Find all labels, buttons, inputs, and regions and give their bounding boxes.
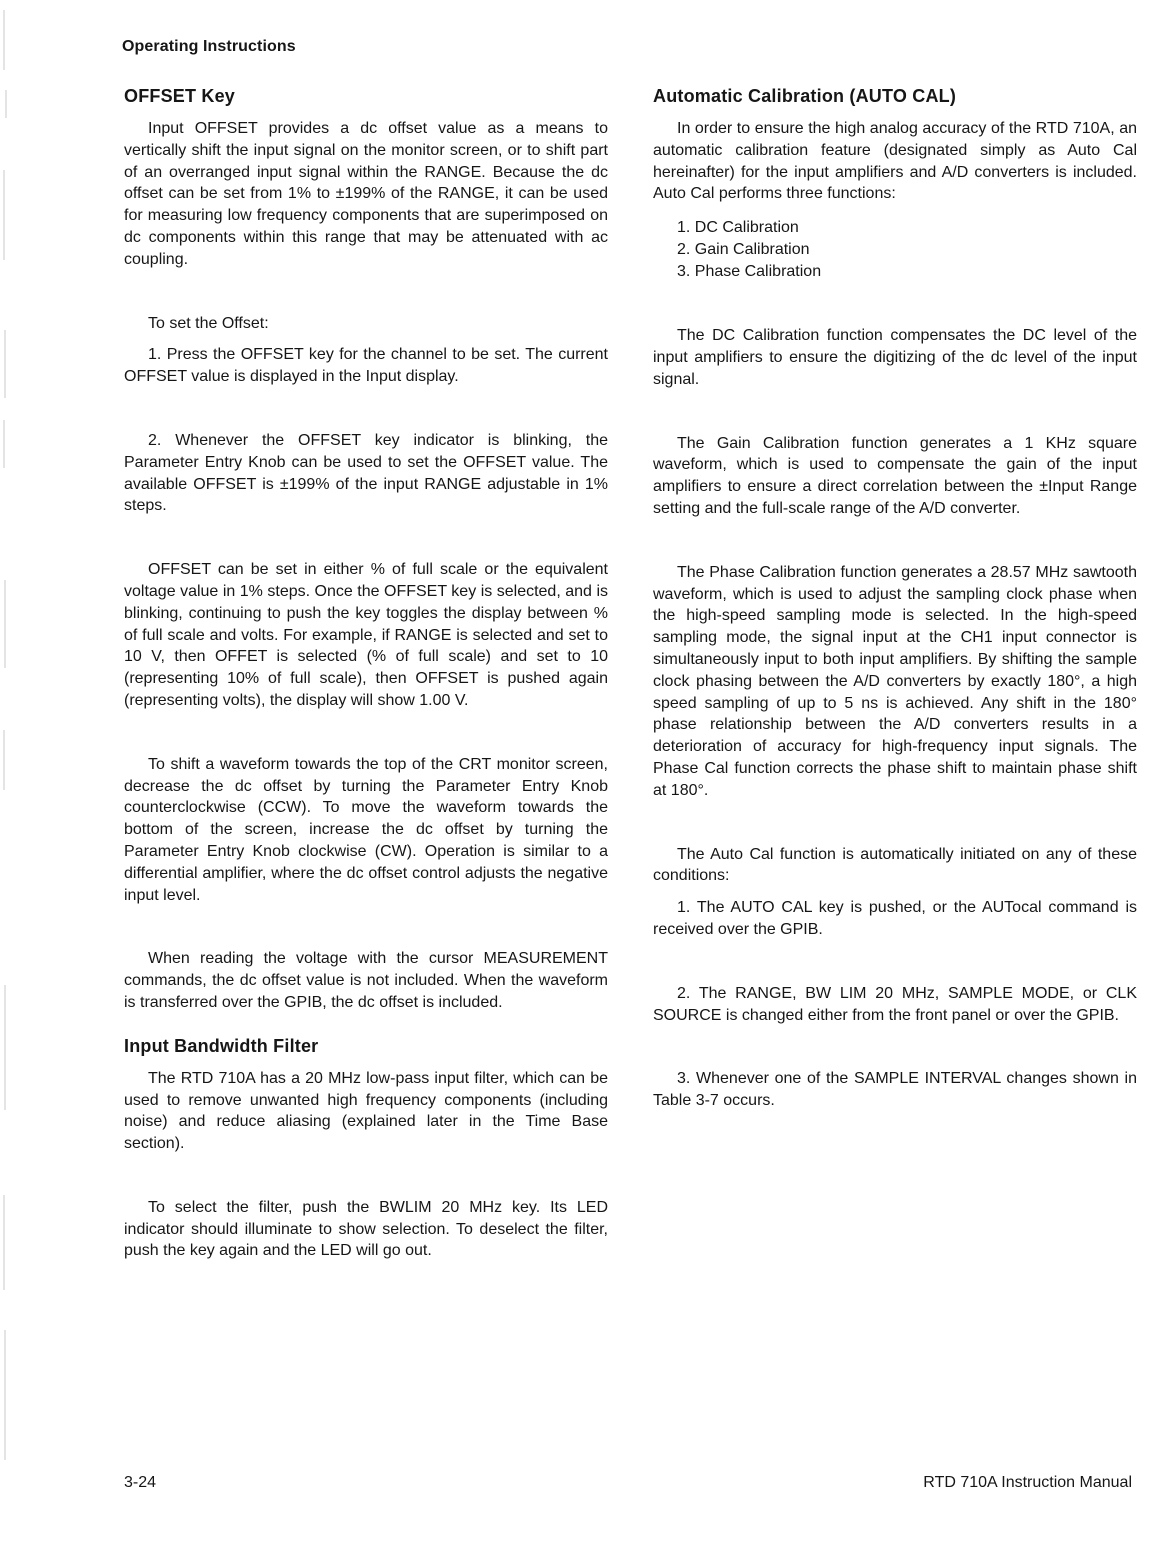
offset-step-2-paragraph: 2. Whenever the OFFSET key indicator is blinking, the Parameter Entry Knob can be used to set the OFFSET value. The available OFFSET is ±199% of the input RANGE adjustable in 1% steps. (124, 431, 608, 515)
auto-cal-conditions-paragraph: The Auto Cal function is automatically initiated on any of these conditions: (653, 845, 1137, 885)
list-item: 2. Gain Calibration (677, 241, 810, 259)
binding-margin-marks (0, 0, 38, 1544)
gain-calibration-paragraph: The Gain Calibration function generates a 1 KHz square waveform, which is used to compensate the gain of the input amplifiers to ensure a direct correlation between the ±Input Range setting and the full-scale range of the A/D converter. (653, 434, 1137, 517)
right-column (653, 84, 1137, 1112)
offset-step-1-paragraph: 1. Press the OFFSET key for the channel to be set. The current OFFSET value is displayed in the Input display. (124, 346, 608, 386)
offset-set-paragraph: To set the Offset: (148, 314, 269, 332)
page-number: 3-24 (124, 1474, 157, 1491)
auto-cal-condition-2-paragraph: 2. The RANGE, BW LIM 20 MHz, SAMPLE MODE, or CLK SOURCE is changed either from the front panel or over the GPIB. (653, 984, 1137, 1024)
offset-shift-paragraph: To shift a waveform towards the top of the CRT monitor screen, decrease the dc offset by turning the Parameter Entry Knob counterclockwise (CCW). To move the waveform towards the bottom of the screen, increase the dc offset by turning the Parameter Entry Knob clockwise (CW). Operation is similar to a differential amplifier, where the dc offset control adjusts the negative input level. (124, 755, 608, 904)
auto-cal-function-list (653, 217, 1137, 283)
manual-title: RTD 710A Instruction Manual (923, 1474, 1132, 1491)
offset-measurement-paragraph: When reading the voltage with the cursor MEASUREMENT commands, the dc offset value is not included. When the waveform is transferred over the GPIB, the dc offset is included. (124, 950, 608, 1011)
phase-calibration-paragraph: The Phase Calibration function generates a 28.57 MHz sawtooth waveform, which is used to adjust the sampling clock phase when the high-speed sampling mode is selected. In the high-speed sampling mode, the signal input at the CH1 input connector is simultaneously input to both input amplifiers. By shifting the sample clock phasing between the A/D converters by exactly 180°, a high speed sampling of up to 5 ns is achieved. Any shift in the 180° phase relationship between the A/D converters results in a deterioration of accuracy for high-frequency input signals. The Phase Cal function corrects the phase shift to maintain phase shift at 180°. (653, 563, 1137, 799)
offset-units-paragraph: OFFSET can be set in either % of full scale or the equivalent voltage value in 1% steps. Once the OFFSET key is selected, and is blinking, continuing to push the key toggles the display between % of full scale and volts. For example, if RANGE is selected and set to 10 V, then OFFET is selected (% of full scale) and set to 10 (representing 10% of full scale), then OFFSET is pushed again (representing volts), the display will show 1.00 V. (124, 561, 608, 709)
running-head: Operating Instructions (122, 38, 296, 55)
offset-intro-paragraph: Input OFFSET provides a dc offset value as a means to vertically shift the input signal on the monitor screen, or to shift part of an overranged input signal within the RANGE. Because the dc offset can be set from 1% to ±199% of the RANGE, it can be used for measuring low frequency components that are superimposed on dc components within this range that may be attenuated with ac coupling. (124, 120, 608, 268)
bandwidth-filter-paragraph: The RTD 710A has a 20 MHz low-pass input filter, which can be used to remove unwanted high frequency components (including noise) and reduce aliasing (explained later in the Time Base section). (124, 1069, 608, 1153)
input-bandwidth-filter-heading: Input Bandwidth Filter (124, 1035, 319, 1056)
auto-cal-heading: Automatic Calibration (AUTO CAL) (653, 86, 957, 106)
left-column (124, 84, 608, 1262)
auto-cal-intro-paragraph: In order to ensure the high analog accuracy of the RTD 710A, an automatic calibration feature (designated simply as Auto Cal hereinafter) for the input amplifiers and A/D converters is included. Auto Cal performs three functions: (653, 120, 1137, 203)
bandwidth-select-paragraph: To select the filter, push the BWLIM 20 MHz key. Its LED indicator should illuminate to show selection. To deselect the filter, push the key again and the LED will go out. (124, 1198, 608, 1260)
dc-calibration-paragraph: The DC Calibration function compensates the DC level of the input amplifiers to ensure the digitizing of the dc level of the input signal. (653, 327, 1137, 388)
list-item: 3. Phase Calibration (677, 263, 822, 281)
list-item: 1. DC Calibration (677, 219, 799, 237)
auto-cal-condition-1-paragraph: 1. The AUTO CAL key is pushed, or the AUTocal command is received over the GPIB. (653, 899, 1137, 938)
auto-cal-condition-3-paragraph: 3. Whenever one of the SAMPLE INTERVAL changes shown in Table 3-7 occurs. (653, 1070, 1137, 1110)
offset-key-heading: OFFSET Key (124, 86, 236, 106)
